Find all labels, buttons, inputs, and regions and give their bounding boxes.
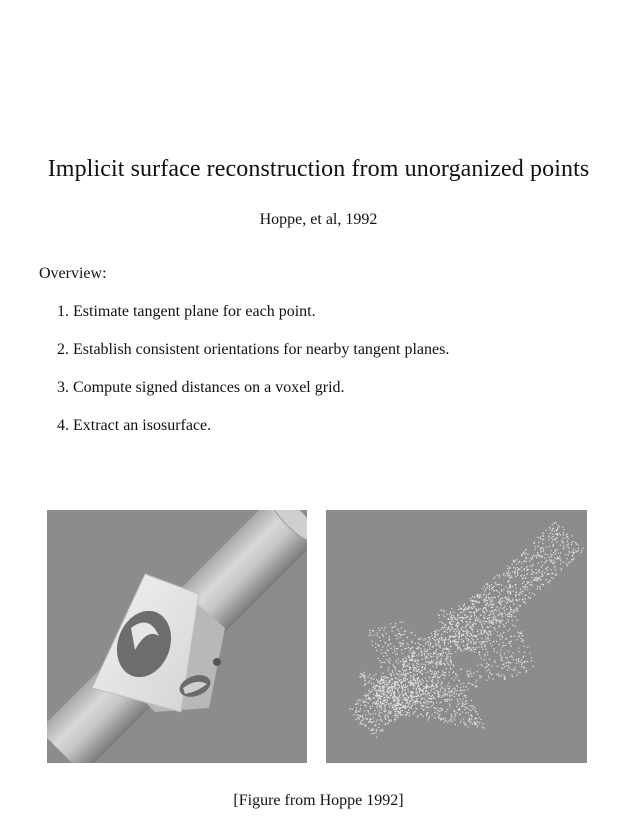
- overview-heading: Overview:: [39, 265, 107, 282]
- figure-shaded-surface: [47, 510, 307, 763]
- shaded-surface-image: [47, 510, 307, 763]
- page-title: Implicit surface reconstruction from unorganized points: [47, 156, 590, 182]
- step-item: 1. Estimate tangent plane for each point.: [57, 303, 316, 320]
- authors-line: Hoppe, et al, 1992: [259, 211, 378, 228]
- step-item: 4. Extract an isosurface.: [57, 417, 212, 434]
- figure-point-cloud: [326, 510, 587, 763]
- step-item: 2. Establish consistent orientations for nearby tangent planes.: [57, 341, 450, 358]
- point-cloud-image: [326, 510, 587, 763]
- figure-caption: [Figure from Hoppe 1992]: [233, 792, 404, 809]
- step-item: 3. Compute signed distances on a voxel grid.: [57, 379, 345, 396]
- overview-steps: [57, 303, 449, 455]
